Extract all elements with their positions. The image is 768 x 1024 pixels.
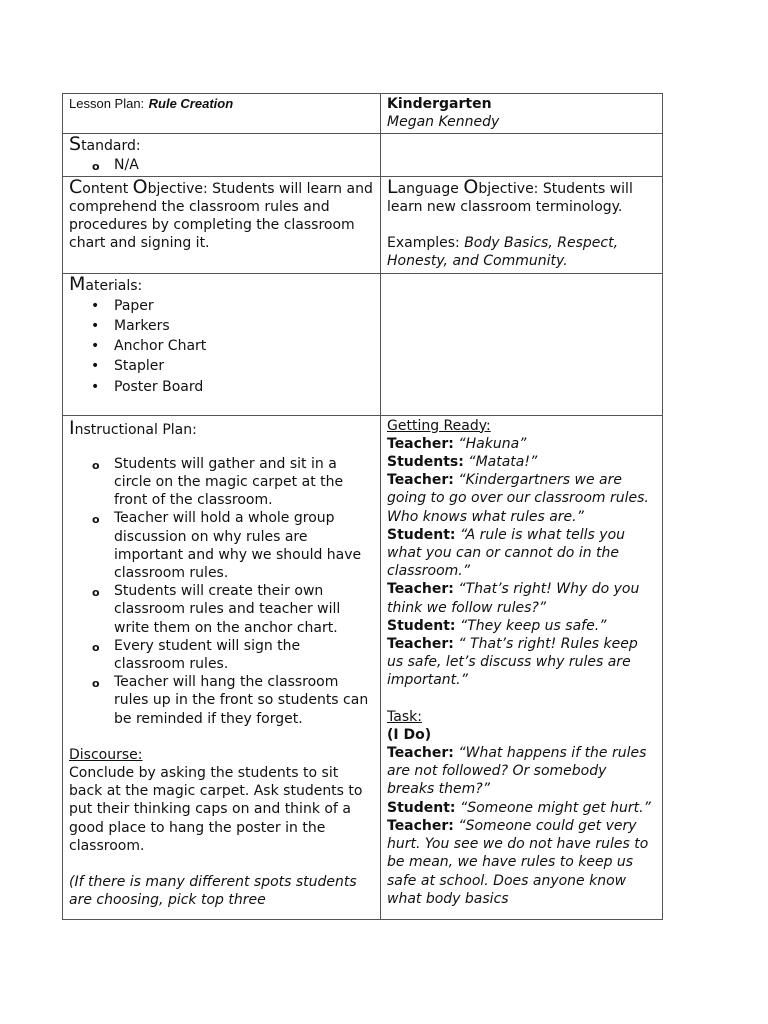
task-heading: Task: xyxy=(387,708,422,725)
content-objective-cell xyxy=(63,176,381,273)
standard-row xyxy=(63,134,663,176)
getting-ready-heading: Getting Ready: xyxy=(387,417,491,434)
standard-initial: S xyxy=(69,133,82,156)
content-objective xyxy=(69,175,374,253)
plan-initial: I xyxy=(69,416,75,439)
plan-step: o Teacher will hang the classroom rules up in the front so students can be reminded if they forget. xyxy=(69,673,374,728)
plan-step: o Every student will sign the classroom rules. xyxy=(69,637,374,673)
lesson-title: Rule Creation xyxy=(148,96,234,111)
plan-step: o Students will create their own classroom rules and teacher will write them on the anchor chart. xyxy=(69,582,374,637)
objective-initial: O xyxy=(463,175,479,198)
quote: “That’s right! Why do you think we follow rules?” xyxy=(387,581,640,616)
standard-label: tandard: xyxy=(81,138,141,155)
speaker: Student: xyxy=(387,799,456,816)
material-item: • Poster Board xyxy=(69,378,374,396)
quote: “What happens if the rules are not followed? Or somebody breaks them?” xyxy=(387,745,647,798)
speaker: Teacher: xyxy=(387,745,454,762)
grade-label: Kindergarten xyxy=(387,96,492,112)
dialogue-line xyxy=(387,435,656,453)
materials-cell xyxy=(63,273,381,415)
plan-step: o Students will gather and sit in a circle on the magic carpet at the front of the classroom. xyxy=(69,455,374,510)
examples-label: Examples: xyxy=(387,235,465,252)
objective-initial: O xyxy=(132,175,148,198)
dialogue-line xyxy=(387,817,656,908)
language-objective-cell xyxy=(381,176,663,273)
content-initial: C xyxy=(69,175,83,198)
language-objective-text: Students will learn new classroom terminology. xyxy=(387,180,633,216)
i-do-label: (I Do) xyxy=(387,726,432,743)
speaker: Teacher: xyxy=(387,636,454,653)
language-initial: L xyxy=(387,175,398,198)
quote: “A rule is what tells you what you can or cannot do in the classroom.” xyxy=(387,526,626,580)
discourse-text: Conclude by asking the students to sit back at the magic carpet. Ask students to put their thinking caps on and think of a good place to hang the poster in the classroom. xyxy=(69,765,363,854)
standard-empty-cell xyxy=(381,134,663,176)
header-row xyxy=(63,94,663,134)
speaker: Teacher: xyxy=(387,435,454,452)
content-objective-text: Students will learn and comprehend the classroom rules and procedures by completing the classroom chart and signing it. xyxy=(69,180,373,252)
dialogue-line xyxy=(387,453,656,471)
material-item: • Paper xyxy=(69,297,374,315)
plan-row xyxy=(63,415,663,919)
lesson-plan-label: Lesson Plan: xyxy=(69,96,145,111)
content-word: ontent xyxy=(82,180,133,197)
dialogue-line xyxy=(387,617,656,635)
dialogue-line xyxy=(387,635,656,690)
speaker: Teacher: xyxy=(387,817,454,834)
quote: “Matata!” xyxy=(463,454,538,471)
material-item: • Stapler xyxy=(69,357,374,375)
speaker: Teacher: xyxy=(387,472,454,489)
speaker: Student: xyxy=(387,617,456,634)
quote: “Someone could get very hurt. You see we do not have rules to be mean, we have rules to keep us safe at school. Does anyone know what body basics xyxy=(387,817,649,907)
examples xyxy=(387,234,656,270)
quote: “Hakuna” xyxy=(453,435,527,452)
discourse-heading: Discourse: xyxy=(69,746,143,763)
language-word: anguage xyxy=(397,180,464,197)
instructional-plan-heading xyxy=(69,416,374,439)
quote: “They keep us safe.” xyxy=(455,617,607,634)
lesson-plan-table xyxy=(62,93,663,920)
teacher-name: Megan Kennedy xyxy=(387,114,500,131)
discourse-note: (If there is many different spots students are choosing, pick top three xyxy=(69,874,357,909)
quote: “ That’s right! Rules keep us safe, let’s discuss why rules are important.” xyxy=(387,636,638,689)
material-item: • Anchor Chart xyxy=(69,337,374,355)
speaker: Teacher: xyxy=(387,581,454,598)
materials-row xyxy=(63,273,663,415)
objectives-row xyxy=(63,176,663,273)
materials-initial: M xyxy=(69,272,86,295)
objective-word: bjective: xyxy=(147,180,208,197)
speaker: Student: xyxy=(387,526,456,543)
dialogue-line xyxy=(387,471,656,526)
objective-word: bjective: xyxy=(478,180,539,197)
quote: “Someone might get hurt.” xyxy=(455,799,651,816)
examples-text: Body Basics, Respect, Honesty, and Community. xyxy=(387,235,619,270)
plan-step: o Teacher will hold a whole group discussion on why rules are important and why we should have classroom rules. xyxy=(69,509,374,582)
materials-heading xyxy=(69,272,374,295)
standard-cell xyxy=(63,134,381,176)
dialogue-line xyxy=(387,744,656,799)
standard-item: o N/A xyxy=(69,156,374,174)
dialogue-cell xyxy=(381,415,663,919)
lesson-title-cell xyxy=(63,94,381,134)
grade-cell xyxy=(381,94,663,134)
standard-heading xyxy=(69,135,374,155)
material-item: • Markers xyxy=(69,317,374,335)
instructional-plan-cell xyxy=(63,415,381,919)
plan-label: nstructional Plan: xyxy=(74,421,197,438)
dialogue-line xyxy=(387,799,656,817)
quote: “Kindergartners we are going to go over our classroom rules. Who knows what rules are.” xyxy=(387,472,649,525)
materials-label: aterials: xyxy=(85,277,143,294)
dialogue-line xyxy=(387,526,656,581)
speaker: Students: xyxy=(387,454,464,471)
materials-empty-cell xyxy=(381,273,663,415)
language-objective xyxy=(387,175,656,216)
dialogue-line xyxy=(387,580,656,616)
